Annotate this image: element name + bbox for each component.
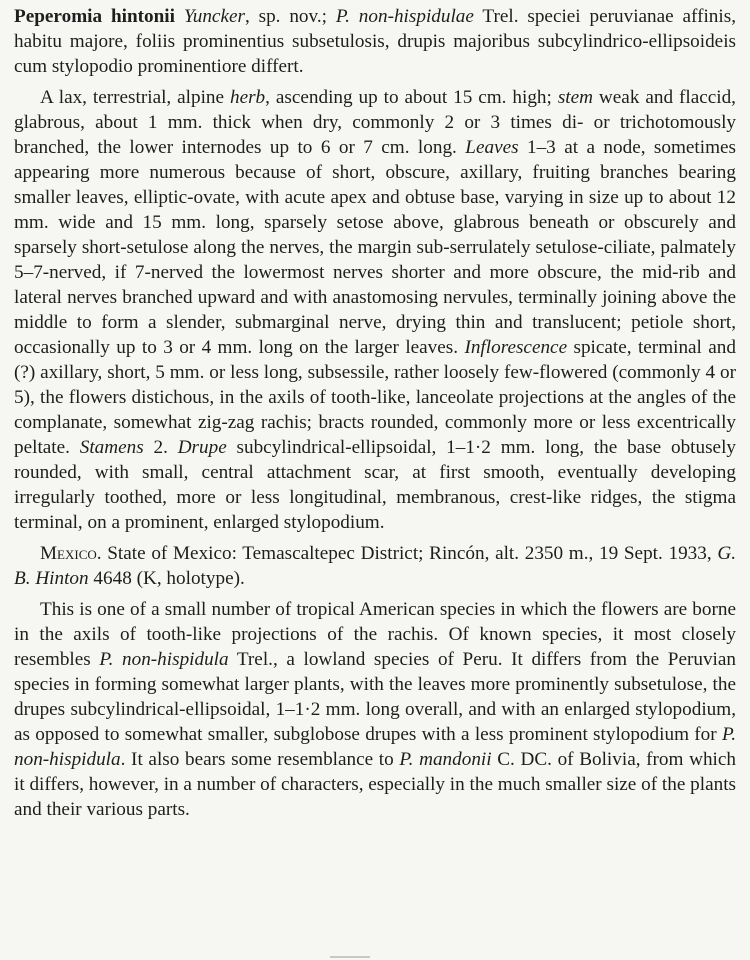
discussion-text: This is one of a small number of tropical American species in which the flowers are borne in the axils of tooth-like projections of the rachis. Of known species, it most closely resembles xyxy=(14,599,736,670)
species-diagnosis xyxy=(14,4,736,79)
description-text: 1–3 at a node, sometimes appearing more numerous because of short, obscure, axillary, fruiting branches bearing smaller leaves, elliptic-ovate, with acute apex and obtuse base, varying in size up to about 12 mm. wide and 15 mm. long, sparsely setose above, glabrous beneath or obscurely and sparsely short-setulose along the nerves, the margin sub-serrulately setulose-ciliate, palmately 5–7-nerved, if 7-nerved the lowermost nerves shorter and more obscure, the mid-rib and lateral nerves branched upward and with anastomosing nervules, terminally joining above the middle to form a slender, submarginal nerve, drying thin and translucent; petiole short, occasionally up to 3 or 4 mm. long on the larger leaves. xyxy=(14,137,736,358)
species-status: , sp. nov.; xyxy=(244,6,336,27)
description-text: weak and flaccid, glabrous, about 1 mm. thick when dry, commonly 2 or 3 times di- or trichotomously branched, the lower internodes up to 6 or 7 cm. long. xyxy=(14,87,736,158)
term-stem: stem xyxy=(557,87,593,108)
discussion xyxy=(14,597,736,822)
term-leaves: Leaves xyxy=(465,137,519,158)
discussion-text: C. DC. of Bolivia, from which it differs, however, in a number of characters, especially in the much smaller size of the plants and their various parts. xyxy=(14,749,736,820)
specimen-citation xyxy=(14,541,736,591)
page-mark xyxy=(330,956,370,958)
description-text: subcylindrical-ellipsoidal, 1–1·2 mm. long, the base obtusely rounded, with small, central attachment scar, at first smooth, eventually developing irregularly toothed, more or less longitudinal, membranous, crest-like ridges, the stigma terminal, on a prominent, enlarged stylopodium. xyxy=(14,437,737,533)
species-ref-1: P. non-hispidula xyxy=(99,649,229,670)
country-name: Mexico xyxy=(40,543,97,564)
description-text: spicate, terminal and (?) axillary, short, 5 mm. or less long, subsessile, rather loosely few-flowered (commonly 4 or 5), the flowers distichous, in the axils of tooth-like, lanceolate projections at the angles of the complanate, somewhat zig-zag rachis; bracts rounded, commonly more or less excentrically peltate. xyxy=(14,337,736,458)
citation-text: 4648 (K, holotype). xyxy=(88,568,245,589)
description-text: A lax, terrestrial, alpine xyxy=(40,87,230,108)
term-drupe: Drupe xyxy=(177,437,227,458)
collector-name: G. B. Hinton xyxy=(14,543,736,589)
species-description xyxy=(14,85,736,535)
description-text: , ascending up to about 15 cm. high; xyxy=(265,87,558,108)
species-ref-2: P. non-hispidula xyxy=(14,724,736,770)
term-inflorescence: Inflorescence xyxy=(464,337,568,358)
term-stamens: Stamens xyxy=(79,437,144,458)
discussion-text: . It also bears some resemblance to xyxy=(120,749,400,770)
species-ref-3: P. mandonii xyxy=(399,749,492,770)
discussion-text: Trel., a lowland species of Peru. It differs from the Peruvian species in forming somewhat larger plants, with the leaves more prominently subsetulose, the drupes subcylindrical-ellipsoidal, 1–1·2 mm. long overall, and with an enlarged stylopodium, as opposed to somewhat smaller, subglobose drupes with a less prominent stylopodium for xyxy=(14,649,736,745)
species-name: Peperomia hintonii xyxy=(14,6,175,27)
description-text: 2. xyxy=(143,437,178,458)
reference-species: P. non-hispidulae xyxy=(335,6,474,27)
species-author: Yuncker xyxy=(183,6,245,27)
term-herb: herb xyxy=(229,87,266,108)
citation-text: . State of Mexico: Temascaltepec District; Rincón, alt. 2350 m., 19 Sept. 1933, xyxy=(96,543,718,564)
diagnosis-text: Trel. speciei peruvianae affinis, habitu majore, foliis prominentius subsetulosis, drupis majoribus subcylindrico-ellipsoideis cum stylopodio prominentiore differt. xyxy=(14,6,736,77)
